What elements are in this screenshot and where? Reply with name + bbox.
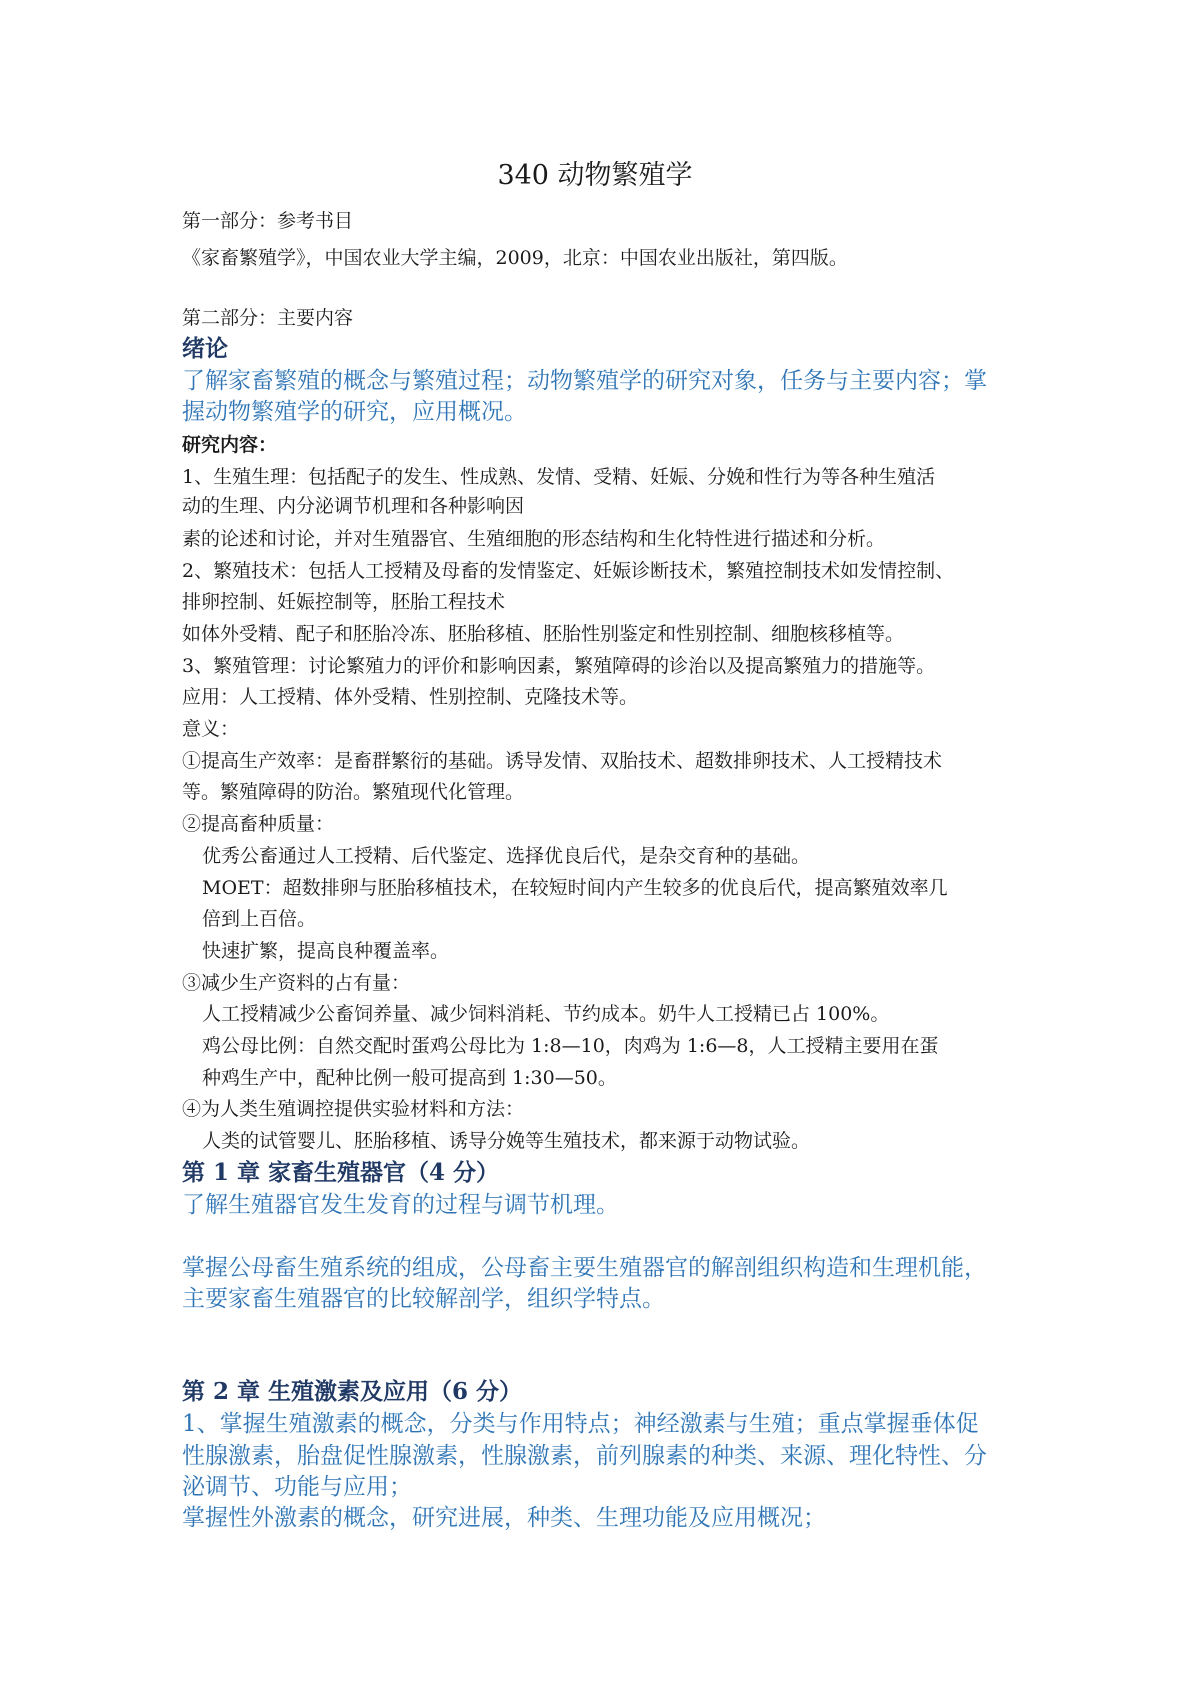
part2-heading: 第二部分：主要内容 — [182, 307, 354, 329]
chapter1-line: 主要家畜生殖器官的比较解剖学，组织学特点。 — [182, 1286, 665, 1312]
chapter1-line: 了解生殖器官发生发育的过程与调节机理。 — [182, 1192, 619, 1218]
research-line: 应用：人工授精、体外受精、性别控制、克隆技术等。 — [182, 686, 639, 708]
chapter1-line: 掌握公母畜生殖系统的组成，公母畜主要生殖器官的解剖组织构造和生理机能， — [182, 1255, 987, 1281]
research-line: 3、繁殖管理：讨论繁殖力的评价和影响因素，繁殖障碍的诊治以及提高繁殖力的措施等。 — [182, 655, 936, 677]
research-line: 2、繁殖技术：包括人工授精及母畜的发情鉴定、妊娠诊断技术，繁殖控制技术如发情控制、 — [182, 560, 955, 582]
human-line: 人类的试管婴儿、胚胎移植、诱导分娩等生殖技术，都来源于动物试验。 — [202, 1130, 811, 1152]
chapter1-heading: 第 1 章 家畜生殖器官（4 分） — [182, 1159, 500, 1186]
reduce-line: 种鸡生产中，配种比例一般可提高到 1:30—50。 — [202, 1067, 617, 1089]
chapter2-line: 泌调节、功能与应用； — [182, 1474, 412, 1500]
quality-line: 倍到上百倍。 — [202, 908, 317, 930]
research-line: 1、生殖生理：包括配子的发生、性成熟、发情、受精、妊娠、分娩和性行为等各种生殖活 — [182, 466, 936, 488]
research-line: 如体外受精、配子和胚胎冷冻、胚胎移植、胚胎性别鉴定和性别控制、细胞核移植等。 — [182, 623, 905, 645]
reduce-line: 人工授精减少公畜饲养量、减少饲料消耗、节约成本。奶牛人工授精已占 100%。 — [202, 1003, 890, 1025]
research-line: 动的生理、内分泌调节机理和各种影响因 — [182, 495, 525, 517]
research-line: 素的论述和讨论，并对生殖器官、生殖细胞的形态结构和生化特性进行描述和分析。 — [182, 528, 886, 550]
research-line: 排卵控制、妊娠控制等，胚胎工程技术 — [182, 591, 506, 613]
intro-objective-line: 握动物繁殖学的研究，应用概况。 — [182, 399, 527, 425]
intro-objective-line: 了解家畜繁殖的概念与繁殖过程；动物繁殖学的研究对象，任务与主要内容；掌 — [182, 368, 987, 394]
chapter2-line: 1、掌握生殖激素的概念，分类与作用特点；神经激素与生殖；重点掌握垂体促 — [182, 1411, 979, 1437]
research-line: 等。繁殖障碍的防治。繁殖现代化管理。 — [182, 781, 525, 803]
quality-line: 优秀公畜通过人工授精、后代鉴定、选择优良后代，是杂交育种的基础。 — [202, 845, 811, 867]
quality-line: 快速扩繁，提高良种覆盖率。 — [202, 940, 450, 962]
research-label: 研究内容： — [182, 434, 278, 456]
quality-line: MOET：超数排卵与胚胎移植技术，在较短时间内产生较多的优良后代，提高繁殖效率几 — [202, 877, 948, 899]
research-line: ①提高生产效率：是畜群繁衍的基础。诱导发情、双胎技术、超数排卵技术、人工授精技术 — [182, 750, 943, 772]
document-title: 340 动物繁殖学 — [497, 160, 693, 191]
research-line: ②提高畜种质量： — [182, 813, 335, 835]
chapter2-heading: 第 2 章 生殖激素及应用（6 分） — [182, 1378, 523, 1405]
part1-heading: 第一部分：参考书目 — [182, 210, 354, 232]
chapter2-line: 掌握性外激素的概念，研究进展，种类、生理功能及应用概况； — [182, 1505, 826, 1531]
chapter2-line: 性腺激素，胎盘促性腺激素，性腺激素，前列腺素的种类、来源、理化特性、分 — [182, 1443, 987, 1469]
research-line: 意义： — [182, 718, 240, 740]
reduce-heading: ③减少生产资料的占有量： — [182, 972, 411, 994]
human-heading: ④为人类生殖调控提供实验材料和方法： — [182, 1098, 525, 1120]
reference-book: 《家畜繁殖学》，中国农业大学主编，2009，北京：中国农业出版社，第四版。 — [182, 247, 848, 269]
reduce-line: 鸡公母比例：自然交配时蛋鸡公母比为 1:8—10，肉鸡为 1:6—8，人工授精主要用在蛋 — [202, 1035, 939, 1057]
intro-heading: 绪论 — [182, 335, 228, 362]
